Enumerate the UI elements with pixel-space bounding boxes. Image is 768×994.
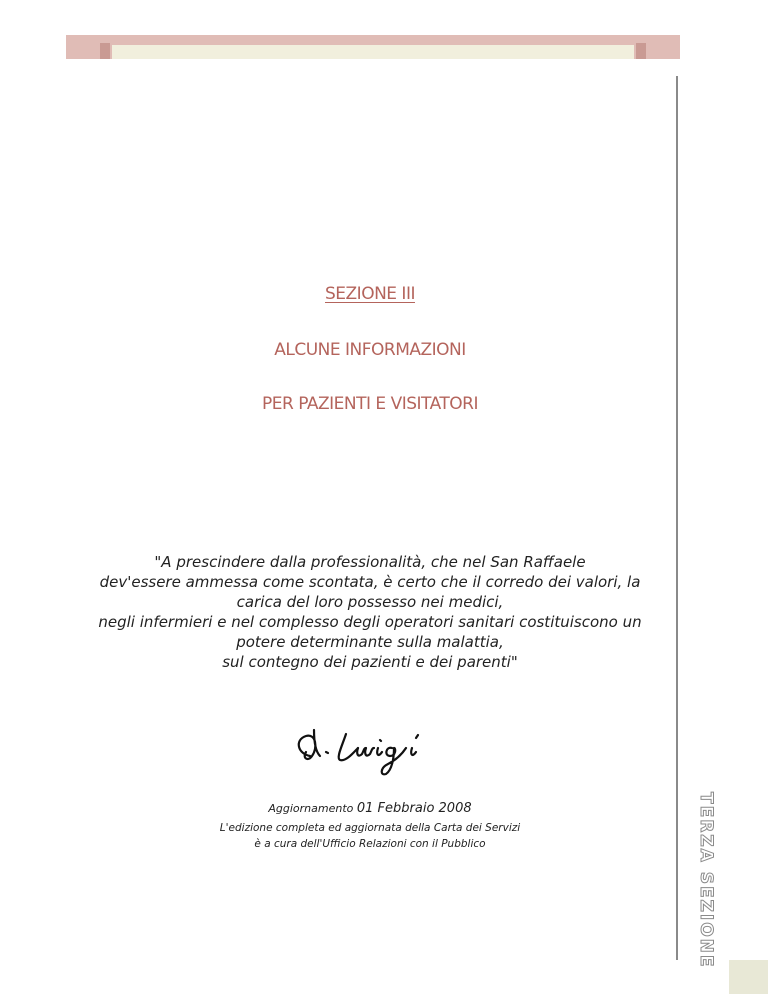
- section-title-line1: ALCUNE INFORMAZIONI: [274, 340, 466, 360]
- quote-line: carica del loro possesso nei medici,: [236, 593, 504, 611]
- header-band-accent-left: [100, 43, 110, 59]
- quote-block: [70, 552, 670, 672]
- edition-line-2: è a cura dell'Ufficio Relazioni con il Pubblico: [254, 838, 486, 850]
- update-date: 01 Febbraio 2008: [356, 801, 472, 816]
- side-section-label: TERZA SEZIONE: [696, 792, 716, 969]
- quote-line: potere determinante sulla malattia,: [236, 633, 504, 651]
- edition-line-1: L'edizione completa ed aggiornata della Carta dei Servizi: [219, 822, 521, 834]
- header-band: [66, 35, 680, 59]
- update-prefix: Aggiornamento: [268, 802, 354, 815]
- update-line: [0, 801, 740, 816]
- header-band-accent-right: [636, 43, 646, 59]
- section-label: SEZIONE III: [325, 284, 415, 304]
- quote-line: sul contegno dei pazienti e dei parenti": [222, 653, 518, 671]
- signature-image: [288, 718, 438, 788]
- header-band-inner: [112, 45, 634, 59]
- corner-box: [729, 960, 768, 994]
- quote-line: "A prescindere dalla professionalità, che nel San Raffaele: [154, 553, 586, 571]
- quote-line: negli infermieri e nel complesso degli operatori sanitari costituiscono un: [98, 613, 642, 631]
- quote-line: dev'essere ammessa come scontata, è certo che il corredo dei valori, la: [99, 573, 641, 591]
- section-title-line2: PER PAZIENTI E VISITATORI: [262, 394, 478, 414]
